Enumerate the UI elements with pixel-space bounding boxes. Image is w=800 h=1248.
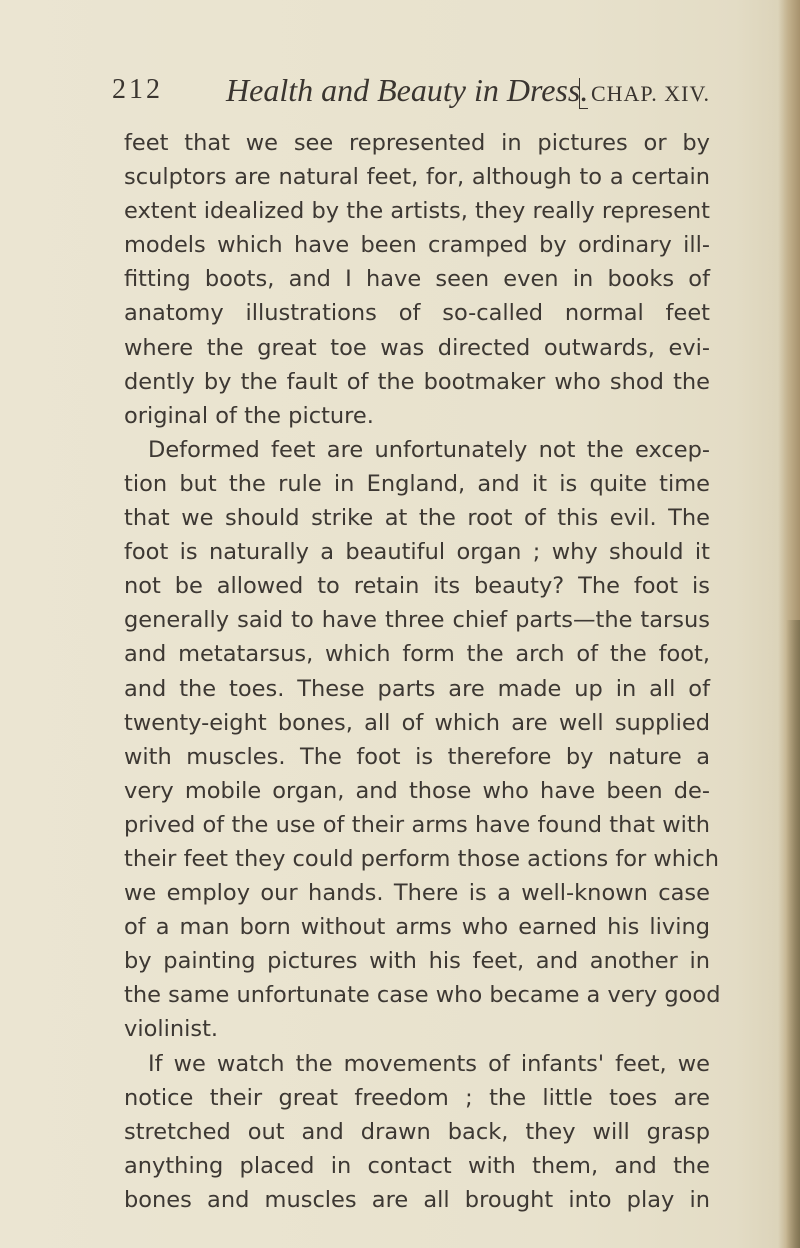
text-line: models which have been cramped by ordinary ill-: [124, 232, 710, 259]
text-line: anything placed in contact with them, and the: [124, 1152, 710, 1179]
chapter-label: [579, 78, 710, 109]
text-line: anatomy illustrations of so-called normal feet: [124, 300, 710, 327]
text-line: foot is naturally a beautiful organ ; why should it: [124, 539, 710, 566]
body-text: [124, 126, 721, 1217]
page-number: 212: [112, 74, 163, 105]
text-line: we employ our hands. There is a well-known case: [124, 880, 710, 907]
bracket-mark: [579, 78, 588, 109]
text-line: the same unfortunate case who became a very good: [124, 982, 721, 1009]
page-edge-stain: [786, 620, 800, 1248]
text-line: extent idealized by the artists, they really represent: [124, 198, 710, 225]
text-line: where the great toe was directed outwards, evi-: [124, 334, 710, 361]
text-line: sculptors are natural feet, for, although to a certain: [124, 164, 710, 191]
text-line: violinist.: [124, 1016, 219, 1043]
text-line: stretched out and drawn back, they will grasp: [124, 1118, 710, 1145]
text-line: notice their great freedom ; the little toes are: [124, 1084, 710, 1111]
text-line: their feet they could perform those actions for which: [124, 845, 719, 872]
text-line: Deformed feet are unfortunately not the excep-: [148, 436, 710, 463]
text-line: If we watch the movements of infants' feet, we: [148, 1050, 710, 1077]
text-line: generally said to have three chief parts—the tarsus: [124, 607, 710, 634]
text-line: by painting pictures with his feet, and another in: [124, 948, 710, 975]
text-line: and metatarsus, which form the arch of the foot,: [124, 641, 710, 668]
text-line: fitting boots, and I have seen even in books of: [124, 266, 710, 293]
text-line: twenty-eight bones, all of which are well supplied: [124, 709, 710, 736]
text-line: very mobile organ, and those who have been de-: [124, 777, 710, 804]
text-line: dently by the fault of the bootmaker who shod the: [124, 368, 710, 395]
running-title: Health and Beauty in Dress.: [226, 72, 589, 108]
text-line: feet that we see represented in pictures or by: [124, 130, 710, 156]
text-line: that we should strike at the root of this evil. The: [124, 505, 710, 532]
text-line: original of the picture.: [124, 402, 374, 429]
text-line: tion but the rule in England, and it is quite time: [124, 470, 710, 497]
text-line: and the toes. These parts are made up in all of: [124, 675, 710, 702]
text-line: with muscles. The foot is therefore by nature a: [124, 743, 710, 770]
text-line: not be allowed to retain its beauty? The foot is: [124, 573, 710, 600]
text-line: prived of the use of their arms have found that with: [124, 811, 710, 838]
text-line: of a man born without arms who earned his living: [124, 914, 710, 941]
chapter-text: CHAP. XIV.: [590, 81, 710, 106]
running-header: [112, 72, 710, 116]
text-line: bones and muscles are all brought into play in: [124, 1186, 710, 1213]
